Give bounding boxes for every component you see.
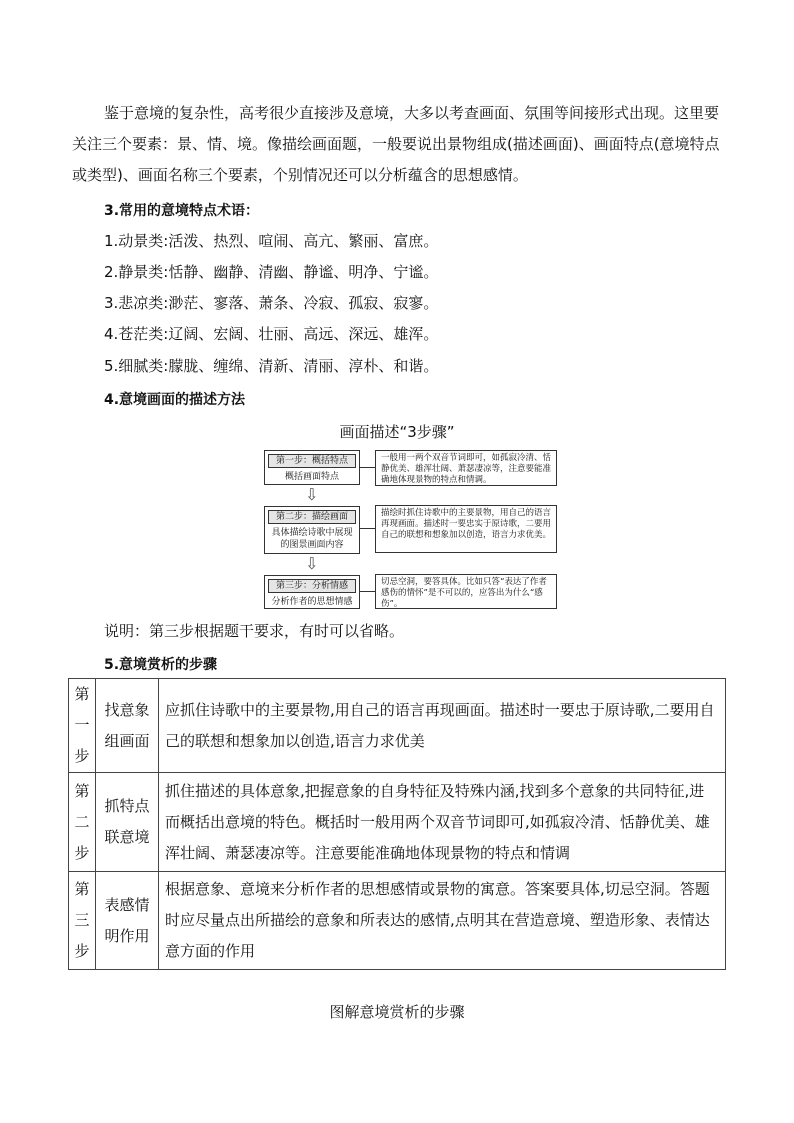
step-cell: 第一步 bbox=[69, 679, 96, 773]
step-2-sub: 具体描绘诗歌中展现的图景画面内容 bbox=[271, 528, 353, 550]
term-item: 5.细腻类:朦胧、缠绵、清新、清丽、淳朴、和谐。 bbox=[104, 357, 439, 375]
down-arrow-icon: ⇩ bbox=[305, 554, 319, 573]
section-5-title: 5.意境赏析的步骤 bbox=[104, 657, 218, 673]
step-3-label: 第三步：分析情感 bbox=[268, 579, 356, 593]
down-arrow-icon: ⇩ bbox=[305, 485, 319, 504]
term-item: 2.静景类:恬静、幽静、清幽、静谧、明净、宁谧。 bbox=[104, 263, 439, 281]
diagram-title: 画面描述“3步骤” bbox=[339, 423, 455, 441]
step-content-cell: 抓住描述的具体意象,把握意象的自身特征及特殊内涵,找到多个意象的共同特征,进而概括出意境的特色。概括时一般用两个双音节词即可,如孤寂冷清、恬静优美、雄浑壮阔、萧瑟凄凉等。注意要能准确地体现景物的特点和情调 bbox=[159, 773, 726, 872]
section-4-title: 4.意境画面的描述方法 bbox=[104, 392, 246, 408]
step-name-cell: 抓特点联意境 bbox=[96, 773, 159, 872]
term-item: 1.动景类:活泼、热烈、喧闹、高亢、繁丽、富庶。 bbox=[104, 232, 439, 250]
step-1-label: 第一步：概括特点 bbox=[268, 454, 356, 468]
step-1-desc: 一般用一两个双音节词即可，如孤寂冷清、恬静优美、雄浑壮阔、萧瑟凄凉等，注意要能准确地体现景物的特点和情调。 bbox=[375, 450, 557, 486]
step-2-desc: 描绘时抓住诗歌中的主要景物，用自己的语言再现画面。描述时一要忠实于原诗歌，二要用自己的联想和想象加以创造，语言力求优美。 bbox=[375, 505, 557, 553]
step-cell: 第二步 bbox=[69, 773, 96, 872]
step-2-box bbox=[264, 506, 360, 554]
table-row bbox=[69, 872, 726, 970]
figure-caption: 图解意境赏析的步骤 bbox=[329, 1003, 465, 1021]
step-content-cell: 应抓住诗歌中的主要景物,用自己的语言再现画面。描述时一要忠于原诗歌,二要用自己的联想和想象加以创造,语言力求优美 bbox=[159, 679, 726, 773]
section-3-title: 3.常用的意境特点术语： bbox=[104, 203, 260, 219]
term-item: 4.苍茫类:辽阔、宏阔、壮丽、高远、深远、雄浑。 bbox=[104, 325, 439, 343]
step-name-cell: 表感情明作用 bbox=[96, 872, 159, 970]
step-3-sub: 分析作者的思想情感 bbox=[271, 597, 353, 607]
connector-line bbox=[360, 528, 375, 529]
table-row bbox=[69, 773, 726, 872]
step-3-desc: 切忌空洞，要答具体。比如只答“表达了作者感伤的情怀”是不可以的，应答出为什么“感伤”。 bbox=[375, 574, 557, 609]
table-row bbox=[69, 679, 726, 773]
step-content-cell: 根据意象、意境来分析作者的思想感情或景物的寓意。答案要具体,切忌空洞。答题时应尽量点出所描绘的意象和所表达的感情,点明其在营造意境、塑造形象、表情达意方面的作用 bbox=[159, 872, 726, 970]
step-name-cell: 找意象组画面 bbox=[96, 679, 159, 773]
term-item: 3.悲凉类:渺茫、寥落、萧条、冷寂、孤寂、寂寥。 bbox=[104, 294, 439, 312]
step-1-box bbox=[264, 450, 360, 485]
step-1-sub: 概括画面特点 bbox=[284, 472, 339, 482]
step-cell: 第三步 bbox=[69, 872, 96, 970]
connector-line bbox=[360, 467, 375, 468]
intro-paragraph: 鉴于意境的复杂性，高考很少直接涉及意境，大多以考查画面、氛围等间接形式出现。这里要关注三个要素：景、情、境。像描绘画面题，一般要说出景物组成(描述画面)、画面特点(意境特点或类型)、画面名称三个要素，个别情况还可以分析蕴含的思想感情。 bbox=[72, 104, 720, 184]
connector-line bbox=[360, 591, 375, 592]
step-2-label: 第二步：描绘画面 bbox=[268, 510, 356, 524]
steps-table bbox=[68, 678, 726, 970]
step-3-box bbox=[264, 575, 360, 609]
diagram-note: 说明：第三步根据题干要求，有时可以省略。 bbox=[104, 622, 405, 640]
